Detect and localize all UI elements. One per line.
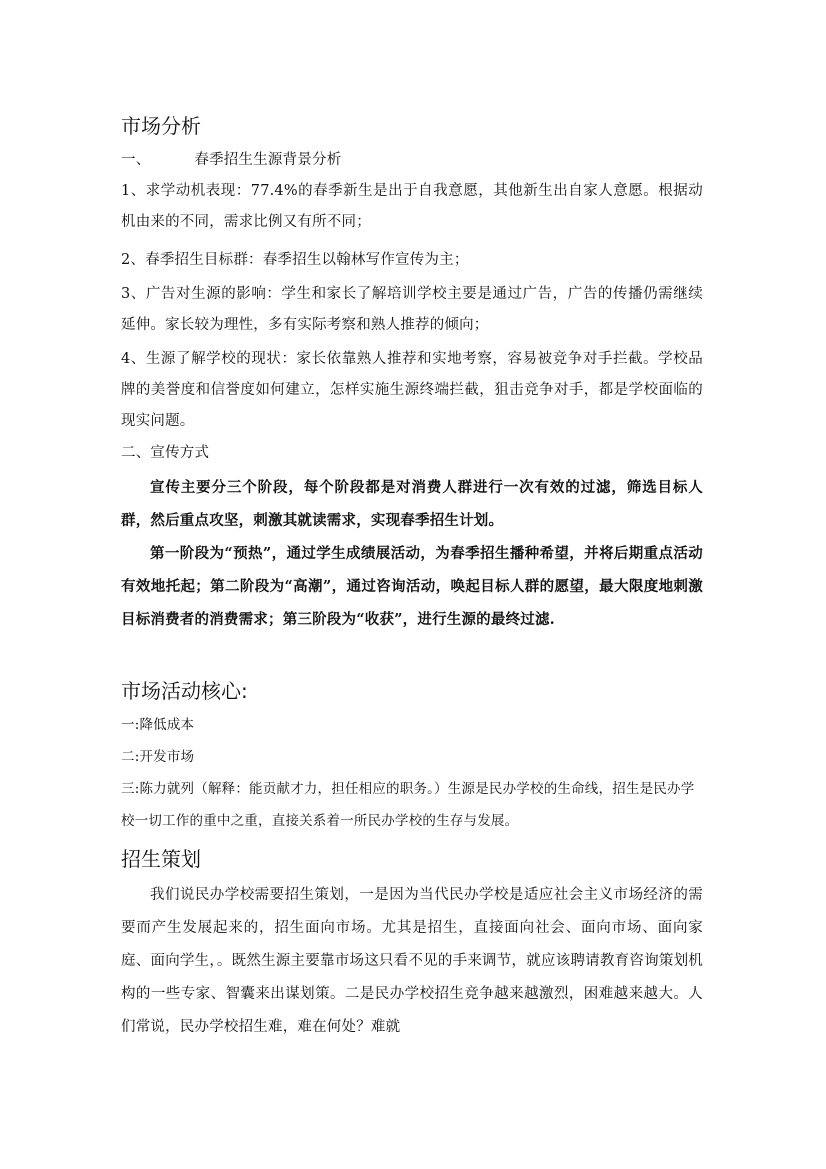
item-2: 2、春季招生目标群：春季招生以翰林写作宣传为主；	[121, 252, 469, 268]
core-item-3: 三:陈力就列（解释：能贡献才力，担任相应的职务。）生源是民办学校的生命线，招生是民办学校一切工作的重中之重，直接关系着一所民办学校的生存与发展。	[121, 781, 695, 829]
section-1-title	[121, 145, 703, 176]
section-2-title: 二、宣传方式	[121, 445, 210, 461]
section-1-text: 春季招生生源背景分析	[194, 152, 342, 168]
enrollment-planning-paragraph: 我们说民办学校需要招生策划，一是因为当代民办学校是适应社会主义市场经济的需要而产生发展起来的，招生面向市场。尤其是招生，直接面向社会、面向市场、面向家庭、面向学生，。既然生源主要靠市场这只看不见的手来调节，就应该聘请教育咨询策划机构的一些专家、智囊来出谋划策。二是民办学校招生竞争越来越激烈，困难越来越大。人们常说，民办学校招生难，难在何处？难就	[121, 887, 703, 1035]
core-item-2: 二:开发市场	[121, 749, 195, 765]
bold-paragraph-2: 第一阶段为“预热”，通过学生成绩展活动，为春季招生播种希望，并将后期重点活动有效地托起；第二阶段为“高潮”，通过咨询活动，唤起目标人群的愿望，最大限度地刺激目标消费者的消费需求；第三阶段为“收获”，进行生源的最终过滤.	[121, 545, 703, 628]
bold-paragraph-1: 宣传主要分三个阶段，每个阶段都是对消费人群进行一次有效的过滤，筛选目标人群，然后重点攻坚，刺激其就读需求，实现春季招生计划。	[121, 479, 703, 529]
heading-enrollment-planning: 招生策划	[121, 847, 201, 871]
heading-market-core: 市场活动核心:	[121, 679, 248, 703]
item-3: 3、广告对生源的影响：学生和家长了解培训学校主要是通过广告，广告的传播仍需继续延伸。家长较为理性，多有实际考察和熟人推荐的倾向；	[121, 286, 703, 333]
item-4: 4、生源了解学校的现状：家长依靠熟人推荐和实地考察，容易被竞争对手拦截。学校品牌的美誉度和信誉度如何建立，怎样实施生源终端拦截，狙击竞争对手，都是学校面临的现实问题。	[121, 351, 703, 429]
heading-market-analysis: 市场分析	[121, 114, 201, 138]
core-item-1: 一:降低成本	[121, 717, 195, 733]
section-1-number: 一、	[121, 152, 151, 168]
item-1: 1、求学动机表现：77.4%的春季新生是出于自我意愿，其他新生出自家人意愿。根据动机由来的不同，需求比例又有所不同；	[121, 183, 703, 230]
